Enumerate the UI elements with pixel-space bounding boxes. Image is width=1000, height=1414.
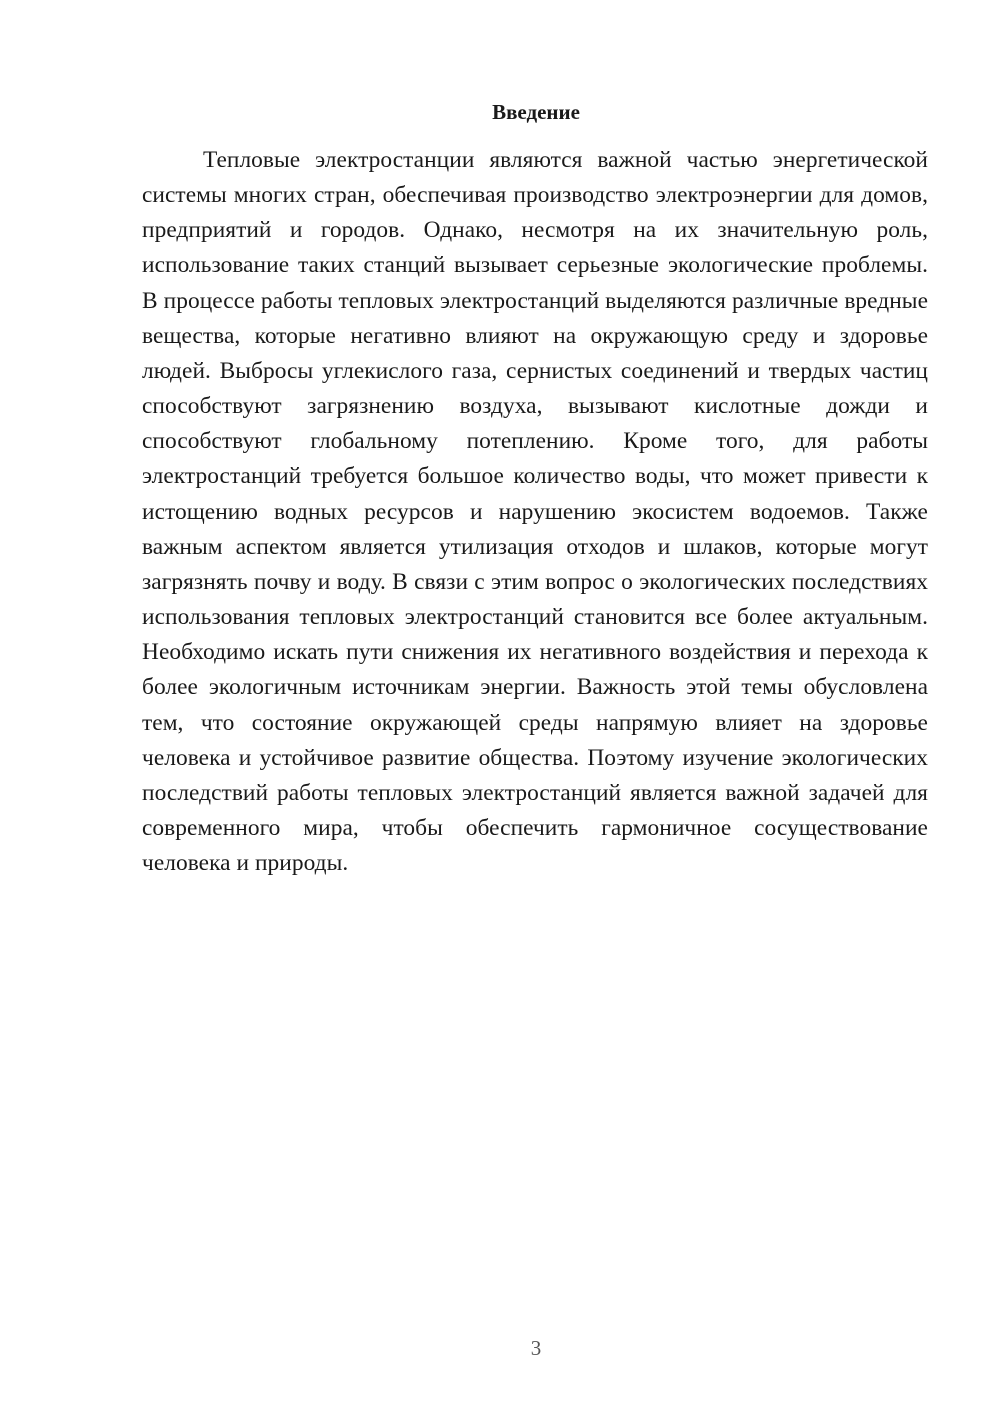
- body-paragraph: Тепловые электростанции являются важной частью энергетической системы многих стран, обеспечивая производство электроэнергии для домов, предприятий и городов. Однако, несмотря на их значительную роль, использование таких станций вызывает серьезные экологические проблемы. В процессе работы тепловых электростанций выделяются различные вредные вещества, которые негативно влияют на окружающую среду и здоровье людей. Выбросы углекислого газа, сернистых соединений и твердых частиц способствуют загрязнению воздуха, вызывают кислотные дожди и способствуют глобальному потеплению. Кроме того, для работы электростанций требуется большое количество воды, что может привести к истощению водных ресурсов и нарушению экосистем водоемов. Также важным аспектом является утилизация отходов и шлаков, которые могут загрязнять почву и воду. В связи с этим вопрос о экологических последствиях использования тепловых электростанций становится все более актуальным. Необходимо искать пути снижения их негативного воздействия и перехода к более экологичным источникам энергии. Важность этой темы обусловлена тем, что состояние окружающей среды напрямую влияет на здоровье человека и устойчивое развитие общества. Поэтому изучение экологических последствий работы тепловых электростанций является важной задачей для современного мира, чтобы обеспечить гармоничное сосуществование человека и природы.: [142, 147, 928, 877]
- page-title: Введение: [492, 100, 580, 124]
- page-number: 3: [530, 1336, 542, 1360]
